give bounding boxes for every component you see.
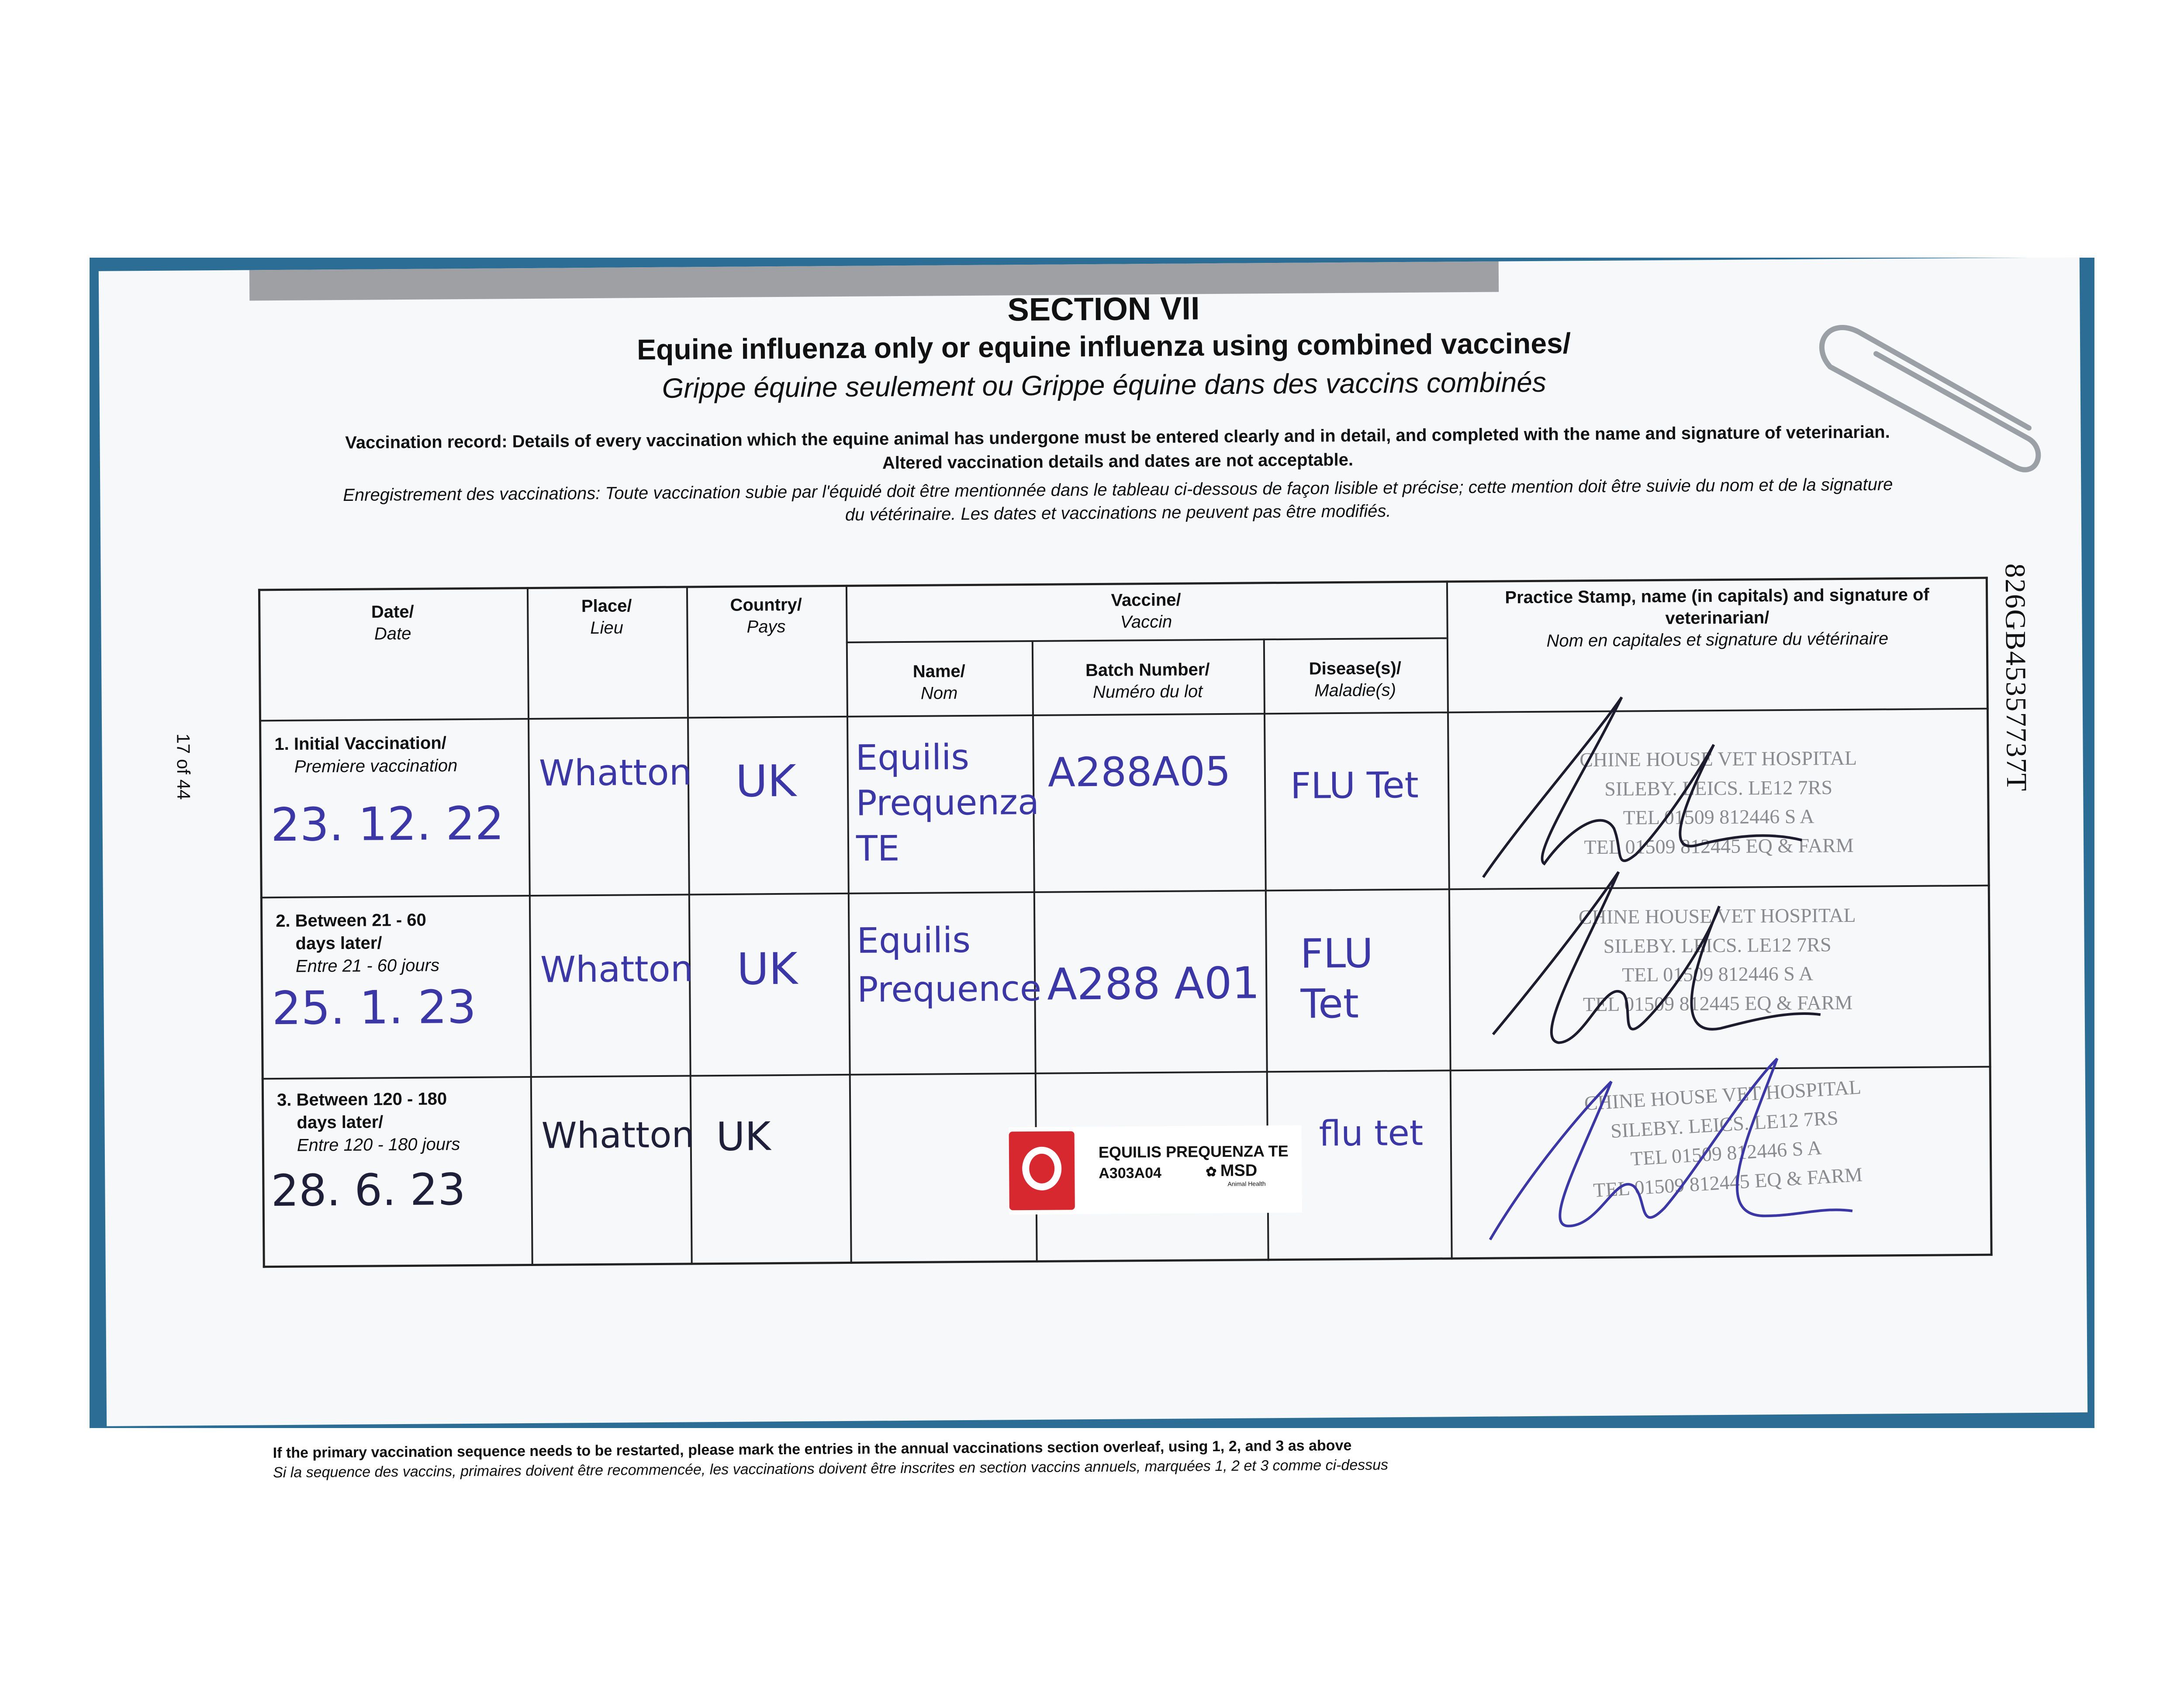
heading-french: Grippe équine seulement ou Grippe équine dans des vaccins combinés [662, 366, 1547, 404]
row-1-country: UK [735, 755, 797, 807]
row-2-label: 2. Between 21 - 60 days later/ Entre 21 - 60 jours [276, 910, 440, 976]
passport-id: 826GB45357737T [1999, 563, 2033, 792]
label-product: EQUILIS PREQUENZA TE [1098, 1142, 1289, 1161]
header-vaccine: Vaccine/ Vaccin [1111, 590, 1181, 632]
note-english-1: Vaccination record: Details of every vaccination which the equine animal has undergone must be entered clearly and in detail, and completed with the name and signature of veterinarian. [345, 422, 1890, 452]
row-2-vaccine-name: Equilis Prequence [857, 919, 1042, 1010]
row-3-label: 3. Between 120 - 180 days later/ Entre 120 - 180 jours [276, 1089, 460, 1155]
row-2-country: UK [736, 943, 798, 995]
note-french-2: du vétérinaire. Les dates et vaccinations ne peuvent pas être modifiés. [845, 501, 1391, 524]
row-3-place: Whatton [541, 1114, 695, 1157]
header-veterinarian: Practice Stamp, name (in capitals) and signature of veterinarian/ Nom en capitales et signature du vétérinaire [1505, 585, 1929, 651]
vet-stamp-1: CHINE HOUSE VET HOSPITAL SILEBY. LEICS. LE12 7RS TEL 01509 812446 S A TEL 01509 812445 EQ & FARM [1579, 746, 1857, 859]
msd-logo: ✿ MSD [1206, 1161, 1258, 1180]
header-disease: Disease(s)/ Maladie(s) [1309, 659, 1402, 700]
note-english-2: Altered vaccination details and dates are not acceptable. [882, 450, 1354, 473]
vet-signature-3 [1480, 1041, 1874, 1262]
header-date: Date/ Date [371, 602, 414, 644]
passport-page [99, 257, 2087, 1481]
header-place: Place/ Lieu [581, 596, 632, 638]
row-2-disease: FLU Tet [1300, 930, 1374, 1028]
page-number: 17 of 44 [173, 733, 194, 800]
q-logo-icon [1009, 1131, 1075, 1210]
row-1-date: 23. 12. 22 [270, 797, 505, 852]
vet-stamp-2: CHINE HOUSE VET HOSPITAL SILEBY. LEICS. LE12 7RS TEL 01509 812446 S A TEL 01509 812445 EQ & FARM [1578, 904, 1856, 1016]
vaccine-label-sticker [1009, 1125, 1302, 1215]
row-2-place: Whatton [540, 948, 694, 991]
row-3-disease: flu tet [1319, 1112, 1424, 1154]
row-1-place: Whatton [539, 752, 692, 794]
vaccination-table [258, 577, 1993, 1268]
note-french-1: Enregistrement des vaccinations: Toute vaccination subie par l'équidé doit être mentionnée dans le tableau ci-dessous de façon lisible et précise; cette mention doit être suivie du nom et de la signature [343, 475, 1893, 505]
vet-stamp-3: CHINE HOUSE VET HOSPITAL SILEBY. LEICS. LE12 7RS TEL 01509 812446 S A TEL 01509 812445 EQ & FARM [1583, 1076, 1863, 1202]
row-3-country: UK [716, 1114, 771, 1160]
label-batch: A303A04 [1099, 1164, 1162, 1182]
row-3-date: 28. 6. 23 [271, 1164, 466, 1217]
header-country: Country/ Pays [730, 595, 802, 637]
row-1-vaccine-name: Equilis Prequenza TE [855, 736, 1040, 869]
section-title: SECTION VII [1007, 290, 1200, 328]
msd-subtitle: Animal Health [1227, 1180, 1266, 1187]
paperclip-icon [1811, 301, 2038, 485]
footer-french: Si la sequence des vaccins, primaires doivent être recommencée, les vaccinations doivent être inscrites en section vaccins annuels, marquées 1, 2 et 3 comme ci-dessus [273, 1456, 1389, 1481]
heading-english: Equine influenza only or equine influenza using combined vaccines/ [636, 327, 1571, 366]
row-1-disease: FLU Tet [1290, 764, 1419, 807]
row-2-date: 25. 1. 23 [272, 980, 477, 1035]
footer-english: If the primary vaccination sequence needs to be restarted, please mark the entries in the annual vaccinations section overleaf, using 1, 2, and 3 as above [273, 1437, 1352, 1462]
row-1-label: 1. Initial Vaccination/ Premiere vaccination [274, 733, 458, 776]
header-batch: Batch Number/ Numéro du lot [1085, 660, 1210, 702]
row-1-batch: A288A05 [1047, 748, 1231, 796]
passport-cover [90, 258, 2094, 1481]
header-vaccine-name: Name/ Nom [912, 662, 965, 703]
row-2-batch: A288 A01 [1047, 957, 1260, 1010]
